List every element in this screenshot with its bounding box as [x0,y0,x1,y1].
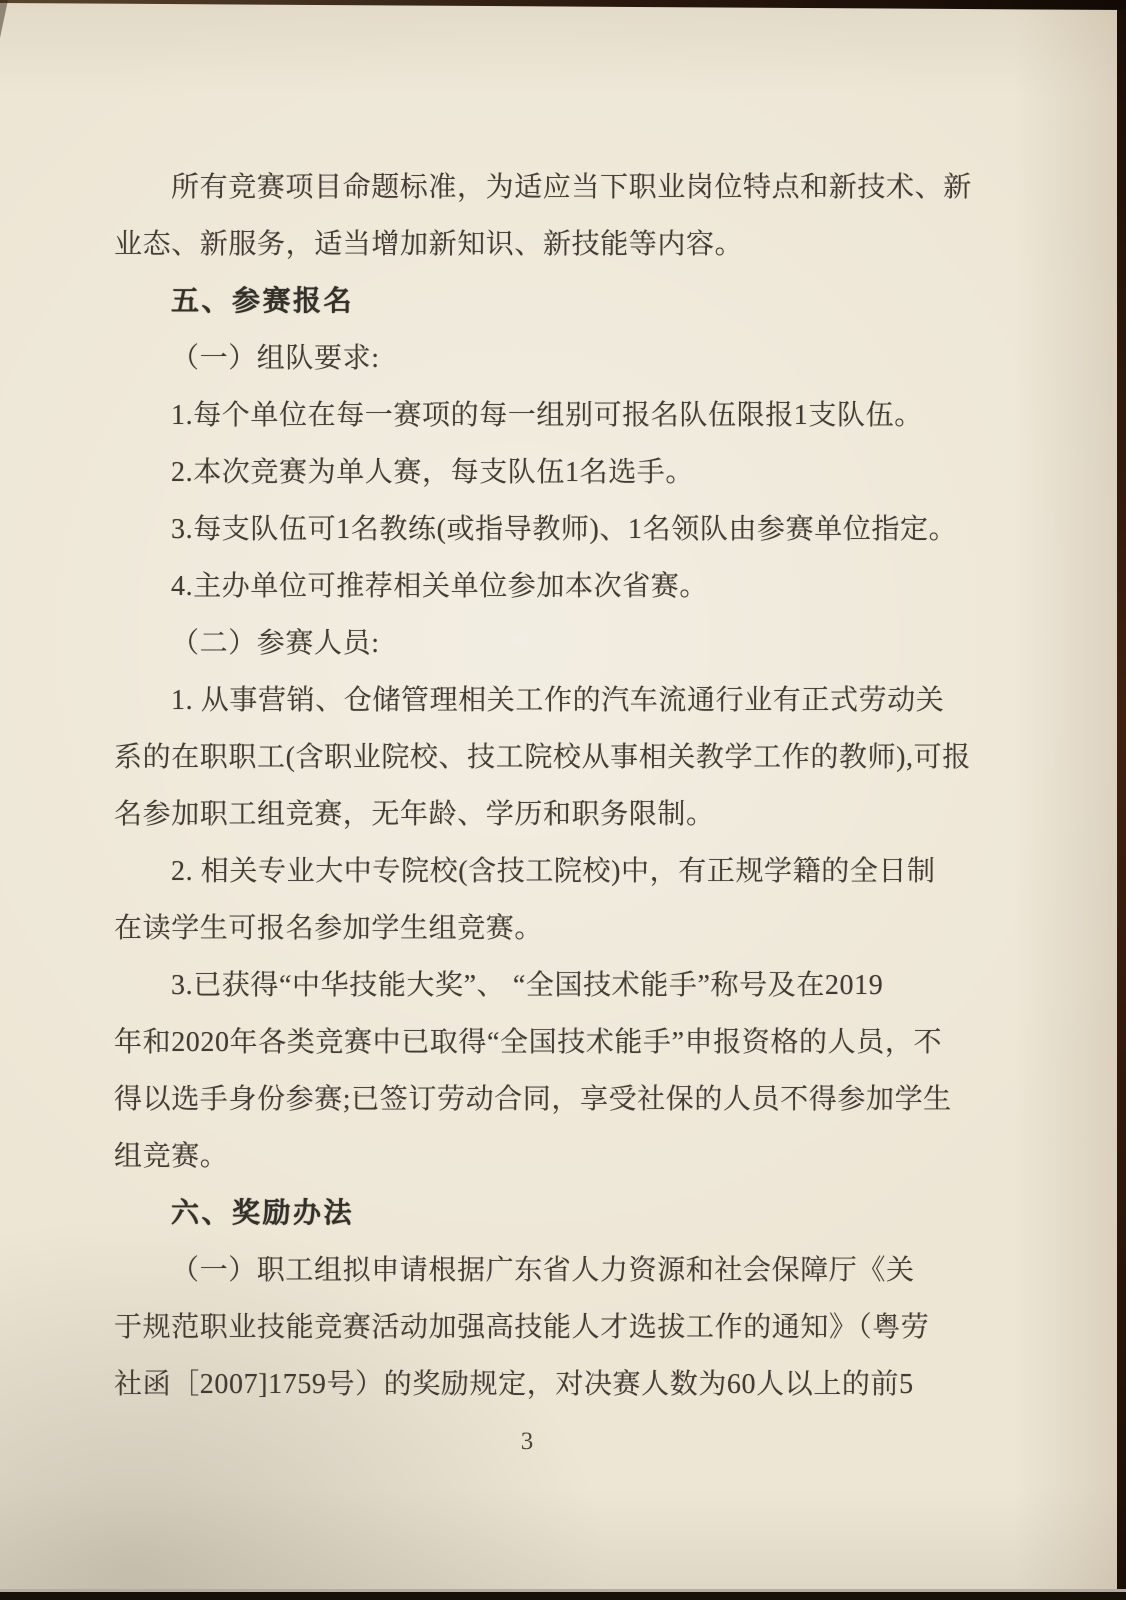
subheading-team-requirements: （一）组队要求: [171,343,380,374]
document-line: 3.已获得“中华技能大奖”、 “全国技术能手”称号及在2019 [171,970,884,1001]
heading-section-5: 五、参赛报名 [171,286,355,317]
document-line: 名参加职工组竞赛，无年龄、学历和职务限制。 [114,799,715,830]
document-text-block [114,159,972,1470]
document-line: 得以选手身份参赛;已签订劳动合同，享受社保的人员不得参加学生 [114,1084,952,1115]
document-line: 于规范职业技能竞赛活动加强高技能人才选拔工作的通知》（粤劳 [114,1312,930,1343]
subheading-participants: （二）参赛人员: [171,628,380,659]
page-number: 3 [520,1428,534,1455]
document-line: （一）职工组拟申请根据广东省人力资源和社会保障厅《关 [171,1255,915,1286]
document-line: 所有竞赛项目命题标准，为适应当下职业岗位特点和新技术、新 [171,172,972,203]
document-line: 2.本次竞赛为单人赛，每支队伍1名选手。 [171,457,695,488]
document-line: 业态、新服务，适当增加新知识、新技能等内容。 [114,229,744,260]
document-line: 在读学生可报名参加学生组竞赛。 [114,913,544,944]
document-line: 年和2020年各类竞赛中已取得“全国技术能手”申报资格的人员，不 [114,1027,943,1058]
photo-edge-bottom [0,1589,1126,1600]
document-line: 1. 从事营销、仓储管理相关工作的汽车流通行业有正式劳动关 [171,685,945,716]
document-line: 1.每个单位在每一赛项的每一组别可报名队伍限报1支队伍。 [171,400,923,431]
document-line: 组竞赛。 [114,1141,229,1172]
document-line: 2. 相关专业大中专院校(含技工院校)中，有正规学籍的全日制 [171,856,936,887]
document-line: 社函［2007]1759号）的奖励规定，对决赛人数为60人以上的前5 [114,1369,914,1400]
heading-section-6: 六、奖励办法 [171,1198,355,1229]
document-line: 4.主办单位可推荐相关单位参加本次省赛。 [171,571,709,602]
document-line: 系的在职职工(含职业院校、技工院校从事相关教学工作的教师),可报 [114,742,971,773]
document-line: 3.每支队伍可1名教练(或指导教师)、1名领队由参赛单位指定。 [171,514,958,545]
photo-edge-right [1117,0,1126,1600]
